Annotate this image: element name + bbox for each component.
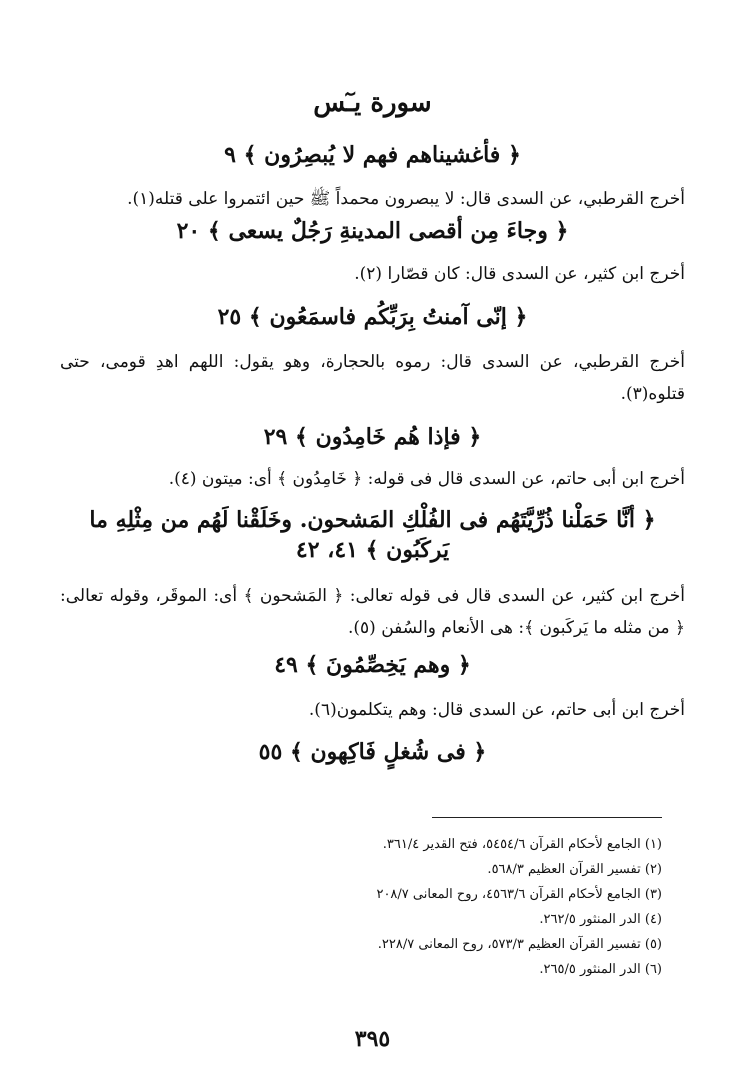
commentary-paragraph: أخرج ابن كثير، عن السدى قال: كان قصّارا (٢). xyxy=(354,264,685,284)
page-number: ٣٩٥ xyxy=(354,1026,391,1052)
footnote-divider xyxy=(432,817,662,818)
footnote: (٤) الدر المنثور ٢٦٢/٥. xyxy=(539,912,662,927)
verse-heading: ﴿ فى شُغلٍ فَاكِهون ﴾ ٥٥ xyxy=(258,739,487,765)
footnote: (٢) تفسير القرآن العظيم ٥٦٨/٣. xyxy=(487,862,662,877)
surah-title: سورة يـٓس xyxy=(313,88,432,118)
verse-heading: ﴿ وجاءَ مِن أقصى المدينةِ رَجُلٌ يسعى ﴾ ٢٠ xyxy=(176,218,569,244)
footnote: (٣) الجامع لأحكام القرآن ٤٥٦٣/٦، روح المعانى ٢٠٨/٧ xyxy=(376,887,662,902)
commentary-paragraph: أخرج ابن أبى حاتم، عن السدى قال فى قوله: ﴿ خَامِدُون ﴾ أى: ميتون (٤). xyxy=(168,469,685,489)
footnote: (٦) الدر المنثور ٢٦٥/٥. xyxy=(539,962,662,977)
commentary-paragraph: أخرج ابن كثير، عن السدى قال فى قوله تعالى: ﴿ المَشحون ﴾ أى: الموقَر، وقوله تعالى: ﴿ من مثله ما يَركَبون ﴾: هى الأنعام والسُفن (٥). xyxy=(60,586,685,638)
verse-heading: ﴿ فأغشيناهم فهم لا يُبصِرُون ﴾ ٩ xyxy=(224,142,521,168)
footnote: (١) الجامع لأحكام القرآن ٥٤٥٤/٦، فتح القدير ٣٦١/٤. xyxy=(382,837,662,852)
commentary-paragraph: أخرج ابن أبى حاتم، عن السدى قال: وهم يتكلمون(٦). xyxy=(308,700,685,720)
verse-heading: ﴿ وهم يَخِصِّمُونَ ﴾ ٤٩ xyxy=(274,652,471,678)
verse-heading: ﴿ إنّى آمنتُ بِرَبِّكُم فاسمَعُون ﴾ ٢٥ xyxy=(217,304,528,330)
commentary-paragraph: أخرج القرطبي، عن السدى قال: لا يبصرون محمداً ﷺ حين ائتمروا على قتله(١). xyxy=(127,189,685,209)
verse-heading: ﴿ أنَّا حَمَلْنا ذُرِّيَّتَهُم فى الفُلْكِ المَشحون. وخَلَقْنا لَهُم من مِثْلِهِ ما يَركَبُون ﴾ ٤١، ٤٢ xyxy=(89,507,656,563)
verse-heading: ﴿ فإذا هُم خَامِدُون ﴾ ٢٩ xyxy=(263,424,482,450)
commentary-paragraph: أخرج القرطبي، عن السدى قال: رموه بالحجارة، وهو يقول: اللهم اهدِ قومى، حتى قتلوه(٣). xyxy=(60,352,685,404)
footnote: (٥) تفسير القرآن العظيم ٥٧٣/٣، روح المعانى ٢٢٨/٧. xyxy=(377,937,662,952)
